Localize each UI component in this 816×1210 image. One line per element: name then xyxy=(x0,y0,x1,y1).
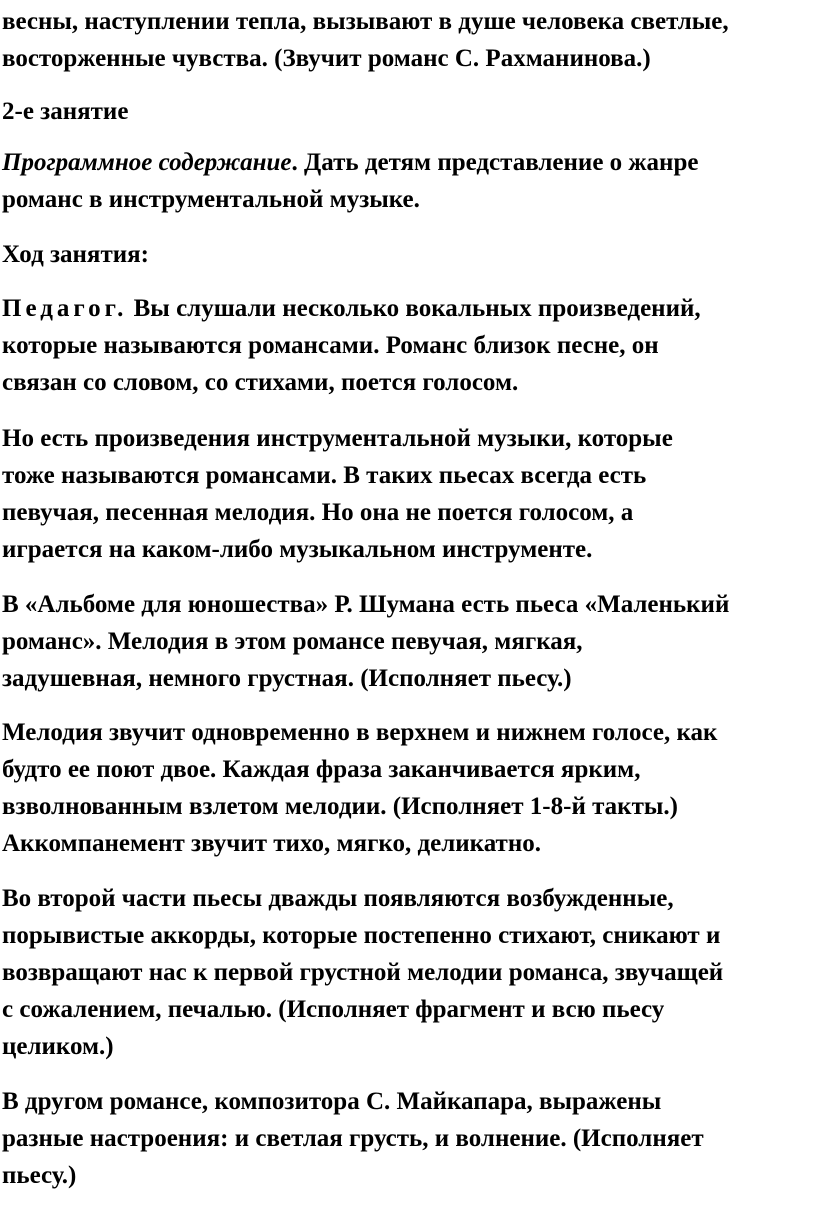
lesson-heading xyxy=(2,93,128,130)
text-line: пьесу.) xyxy=(2,1162,77,1189)
text-line: романс». Мелодия в этом романсе певучая, мягкая, xyxy=(2,628,583,655)
paragraph-maykapar xyxy=(2,1083,704,1194)
text-line: В другом романсе, композитора С. Майкапара, выражены xyxy=(2,1088,662,1115)
text-line: связан со словом, со стихами, поется голосом. xyxy=(2,369,519,396)
text-line xyxy=(2,144,698,181)
paragraph-second-part xyxy=(2,880,723,1065)
program-content-label: Программное содержание xyxy=(2,149,292,176)
text-line: Но есть произведения инструментальной музыки, которые xyxy=(2,425,673,452)
text-line: возвращают нас к первой грустной мелодии романса, звучащей xyxy=(2,959,724,986)
text-line: Аккомпанемент звучит тихо, мягко, деликатно. xyxy=(2,830,541,857)
paragraph-intro xyxy=(2,3,729,77)
paragraph-instrumental xyxy=(2,420,673,568)
text-line: В «Альбоме для юношества» Р. Шумана есть пьеса «Маленький xyxy=(2,591,730,618)
text-line: Во второй части пьесы дважды появляются возбужденные, xyxy=(2,885,674,912)
text-line: Мелодия звучит одновременно в верхнем и нижнем голосе, как xyxy=(2,719,718,746)
paragraph-teacher-1 xyxy=(2,290,701,401)
text-line: романс в инструментальной музыке. xyxy=(2,186,420,213)
text-line xyxy=(2,290,701,327)
text-line: задушевная, немного грустная. (Исполняет пьесу.) xyxy=(2,665,572,692)
text-line: с сожалением, печалью. (Исполняет фрагмент и всю пьесу xyxy=(2,996,665,1023)
text-line: взволнованным взлетом мелодии. (Исполняет 1-8-й такты.) xyxy=(2,793,678,820)
speaker-label: Педагог. xyxy=(2,295,128,322)
program-content-text: . Дать детям представление о жанре xyxy=(291,149,699,176)
text-line: восторженные чувства. (Звучит романс С. Рахманинова.) xyxy=(2,45,651,72)
paragraph-schumann xyxy=(2,586,729,697)
lesson-progress-heading xyxy=(2,236,149,273)
text-line: порывистые аккорды, которые постепенно стихают, сникают и xyxy=(2,922,721,949)
text-line: тоже называются романсами. В таких пьесах всегда есть xyxy=(2,462,647,489)
speaker-text: Вы слушали несколько вокальных произведений, xyxy=(127,295,701,322)
text-line: 2-е занятие xyxy=(2,98,129,125)
text-line: весны, наступлении тепла, вызывают в душе человека светлые, xyxy=(2,8,729,35)
text-line: разные настроения: и светлая грусть, и волнение. (Исполняет xyxy=(2,1125,704,1152)
text-line: будто ее поют двое. Каждая фраза заканчивается ярким, xyxy=(2,756,641,783)
text-line: которые называются романсами. Романс близок песне, он xyxy=(2,332,659,359)
text-line: играется на каком-либо музыкальном инструменте. xyxy=(2,536,593,563)
paragraph-melody xyxy=(2,714,717,862)
text-line: певучая, песенная мелодия. Но она не поется голосом, а xyxy=(2,499,634,526)
text-line: Ход занятия: xyxy=(2,241,149,268)
text-line: целиком.) xyxy=(2,1033,114,1060)
paragraph-program-content xyxy=(2,144,698,218)
